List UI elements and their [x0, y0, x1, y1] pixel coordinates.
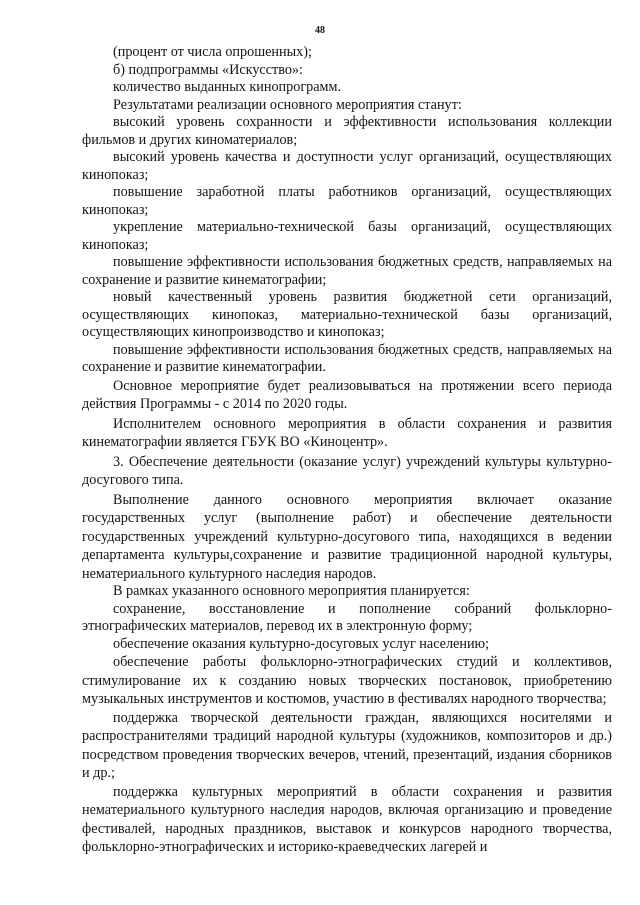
paragraph-2: б) подпрограммы «Искусство»: [113, 61, 303, 78]
paragraph-12: Основное мероприятие будет реализовываться на протяжении всего периода действия Программы - с 2014 по 2020 годы. [82, 377, 612, 412]
paragraph-19: поддержка творческой деятельности граждан, являющихся носителями и распространителями традиций народной культуры (художников, композиторов и др.) посредством проведения творческих вечеров, чтений, презентаций, издания сборников и др.; [82, 709, 612, 781]
paragraph-8: укрепление материально-технической базы организаций, осуществляющих кинопоказ; [82, 219, 612, 253]
document-body [82, 44, 612, 857]
paragraph-15: В рамках указанного основного мероприятия планируется: [113, 583, 470, 599]
paragraph-9: повышение эффективности использования бюджетных средств, направляемых на сохранение и развитие кинематографии; [82, 254, 612, 288]
paragraph-11: повышение эффективности использования бюджетных средств, направляемых на сохранение и развитие кинематографии. [82, 341, 612, 375]
paragraph-3: количество выданных кинопрограмм. [113, 79, 342, 95]
paragraph-4: Результатами реализации основного мероприятия станут: [113, 96, 462, 113]
paragraph-6: высокий уровень качества и доступности услуг организаций, осуществляющих кинопоказ; [82, 149, 612, 183]
paragraph-13: Исполнителем основного мероприятия в области сохранения и развития кинематографии является ГБУК ВО «Киноцентр». [82, 415, 612, 450]
paragraph-20: поддержка культурных мероприятий в области сохранения и развития нематериального культурного наследия народов, включая организацию и проведение фестивалей, народных праздников, выставок и конкурсов народного творчества, фольклорно-этнографических и историко-краеведческих лагерей и [82, 783, 612, 855]
paragraph-7: повышение заработной платы работников организаций, осуществляющих кинопоказ; [82, 184, 612, 218]
paragraph-1: (процент от числа опрошенных); [113, 44, 312, 60]
paragraph-16: сохранение, восстановление и пополнение собраний фольклорно-этнографических материалов, перевод их в электронную форму; [82, 600, 612, 634]
section-heading-3: 3. Обеспечение деятельности (оказание услуг) учреждений культуры культурно-досугового типа. [82, 453, 612, 488]
page-number: 48 [315, 25, 325, 36]
paragraph-10: новый качественный уровень развития бюджетной сети организаций, осуществляющих кинопоказ, материально-технической базы организаций, осуществляющих кинопроизводство и кинопоказ; [82, 289, 612, 340]
paragraph-14: Выполнение данного основного мероприятия включает оказание государственных услуг (выполнение работ) и обеспечение деятельности государственных учреждений культурно-досугового типа, находящихся в ведении департамента культуры,сохранение и развитие традиционной народной культуры, нематериального культурного наследия народов. [82, 491, 612, 582]
paragraph-17: обеспечение оказания культурно-досуговых услуг населению; [113, 635, 490, 652]
paragraph-18: обеспечение работы фольклорно-этнографических студий и коллективов, стимулирование их к созданию новых творческих постановок, приобретению музыкальных инструментов и костюмов, участию в фестивалях народного творчества; [82, 654, 612, 707]
paragraph-5: высокий уровень сохранности и эффективности использования коллекции фильмов и других киноматериалов; [82, 114, 612, 148]
